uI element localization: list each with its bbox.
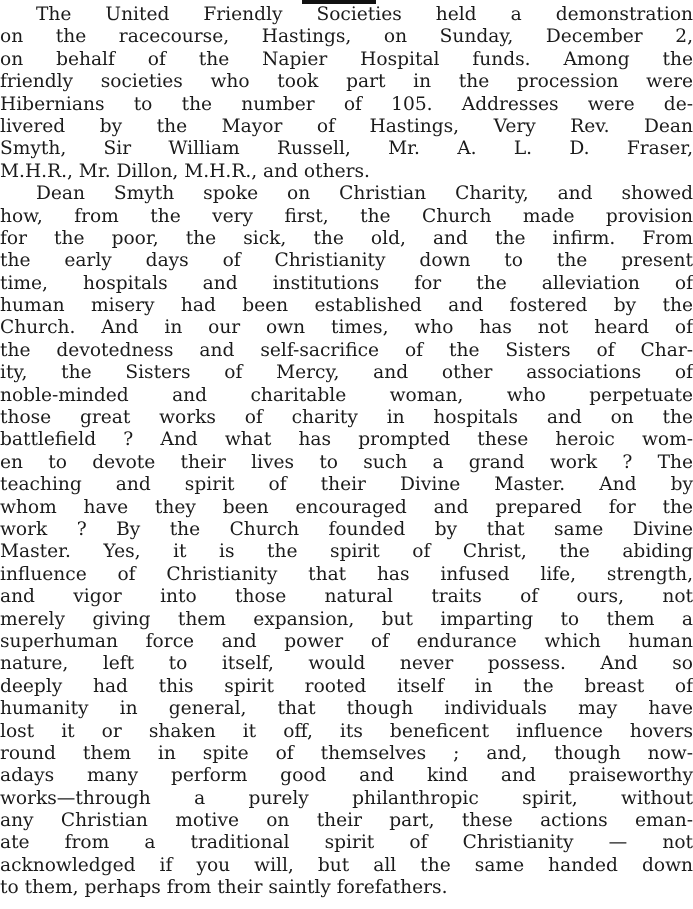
text-line: for the poor, the sick, the old, and the infirm. From <box>0 227 693 249</box>
text-line: round them in spite of themselves ; and, though now- <box>0 742 693 764</box>
text-line: Dean Smyth spoke on Christian Charity, and showed <box>36 183 693 205</box>
text-line: to them, perhaps from their saintly forefathers. <box>0 877 448 899</box>
text-line: works—through a purely philanthropic spirit, without <box>0 787 693 809</box>
text-line: acknowledged if you will, but all the same handed down <box>0 854 693 876</box>
text-line: teaching and spirit of their Divine Master. And by <box>0 474 693 496</box>
text-line: how, from the very first, the Church made provision <box>0 205 693 227</box>
text-line: influence of Christianity that has infused life, strength, <box>0 563 693 585</box>
text-line: and vigor into those natural traits of ours, not <box>0 586 693 608</box>
text-line: The United Friendly Societies held a demonstration <box>36 4 693 25</box>
text-line: human misery had been established and fostered by the <box>0 295 693 317</box>
text-line: humanity in general, that though individuals may have <box>0 698 693 720</box>
text-line: friendly societies who took part in the procession were <box>0 71 693 93</box>
text-line: those great works of charity in hospitals and on the <box>0 407 693 429</box>
text-line: superhuman force and power of endurance which human <box>0 630 693 652</box>
text-line: nature, left to itself, would never possess. And so <box>0 653 693 675</box>
text-line: merely giving them expansion, but imparting to them a <box>0 608 693 630</box>
text-line: M.H.R., Mr. Dillon, M.H.R., and others. <box>0 160 370 182</box>
text-line: work ? By the Church founded by that same Divine <box>0 518 693 540</box>
text-line: any Christian motive on their part, these actions eman- <box>0 810 693 832</box>
text-line: time, hospitals and institutions for the alleviation of <box>0 272 693 294</box>
text-line: ity, the Sisters of Mercy, and other associations of <box>0 362 693 384</box>
text-line: the devotedness and self-sacrifice of the Sisters of Char- <box>0 339 693 361</box>
text-line: Smyth, Sir William Russell, Mr. A. L. D. Fraser, <box>0 138 693 160</box>
text-line: battlefield ? And what has prompted these heroic wom- <box>0 429 693 451</box>
text-line: on behalf of the Napier Hospital funds. Among the <box>0 48 693 70</box>
text-line: noble-minded and charitable woman, who perpetuate <box>0 384 693 406</box>
text-line: en to devote their lives to such a grand work ? The <box>0 451 693 473</box>
paragraph-1 <box>0 4 693 183</box>
text-line: on the racecourse, Hastings, on Sunday, December 2, <box>0 26 693 48</box>
text-line: Master. Yes, it is the spirit of Christ, the abiding <box>0 541 693 563</box>
text-line: whom have they been encouraged and prepared for the <box>0 496 693 518</box>
text-line: lost it or shaken it off, its beneficent influence hovers <box>0 720 693 742</box>
text-line: livered by the Mayor of Hastings, Very Rev. Dean <box>0 115 693 137</box>
text-line: ate from a traditional spirit of Christianity — not <box>0 832 693 854</box>
text-line: Church. And in our own times, who has not heard of <box>0 317 693 339</box>
text-line: deeply had this spirit rooted itself in the breast of <box>0 675 693 697</box>
article-column <box>0 4 693 900</box>
paragraph-2 <box>0 183 693 900</box>
text-line: Hibernians to the number of 105. Addresses were de- <box>0 93 693 115</box>
text-line: adays many perform good and kind and praiseworthy <box>0 765 693 787</box>
text-line: the early days of Christianity down to the present <box>0 250 693 272</box>
